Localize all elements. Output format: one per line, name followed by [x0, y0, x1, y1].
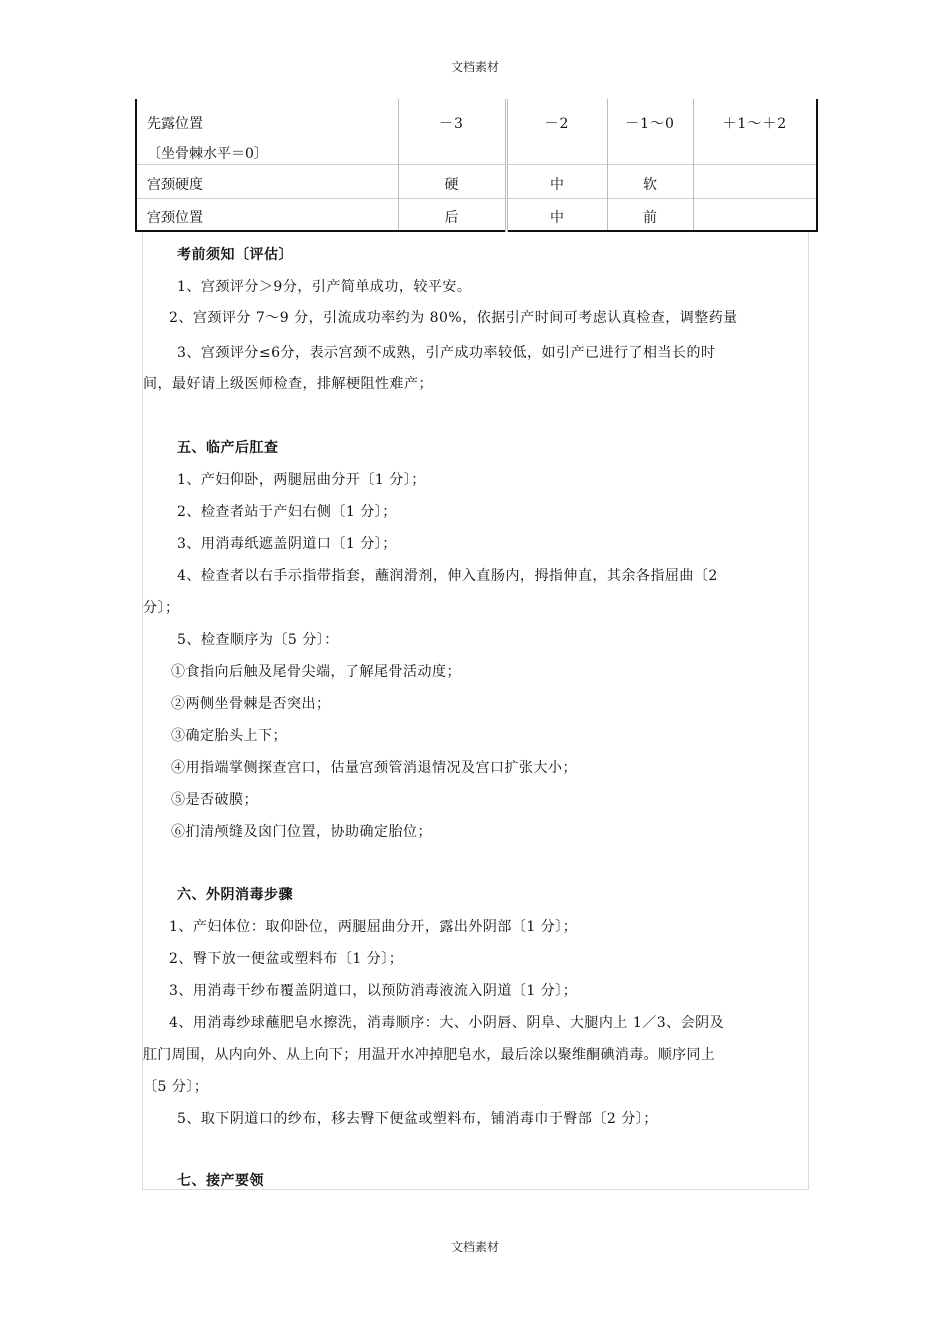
table-row: [136, 199, 817, 231]
page-footer: 文档素材: [450, 1240, 499, 1254]
row-label: 宫颈位置: [136, 199, 398, 231]
table-cell: －1～0: [607, 99, 693, 165]
section-heading-notes: 考前须知〔评估〕: [177, 247, 293, 263]
list-item: 3、宫颈评分≤6分，表示宫颈不成熟，引产成功率较低，如引产已进行了相当长的时: [177, 345, 716, 361]
list-item: 2、臀下放一便盆或塑料布〔1 分〕；: [169, 951, 404, 967]
table-cell: ＋1～＋2: [693, 99, 817, 165]
list-item: 2、宫颈评分 7～9 分，引流成功率约为 80%，依据引产时间可考虑认真检查，调整药量: [169, 310, 738, 326]
list-item: 5、取下阴道口的纱布，移去臀下便盆或塑料布，铺消毒巾于臀部〔2 分〕；: [177, 1111, 658, 1127]
page-header: 文档素材: [450, 60, 499, 74]
document-body: [142, 232, 809, 1190]
list-item: ⑥扪清颅缝及囟门位置，协助确定胎位；: [171, 824, 432, 840]
list-item: 分〕；: [143, 600, 180, 616]
list-item: 3、用消毒纸遮盖阴道口〔1 分〕；: [177, 536, 397, 552]
table-cell: [693, 199, 817, 231]
cervical-score-table: [135, 99, 818, 232]
table-cell: [693, 165, 817, 199]
list-item: 5、检查顺序为〔5 分〕：: [177, 632, 339, 648]
table-cell: 中: [506, 165, 607, 199]
list-item: 1、产妇仰卧，两腿屈曲分开〔1 分〕；: [177, 472, 426, 488]
list-item: 肛门周围，从内向外、从上向下；用温开水冲掉肥皂水，最后涂以聚维酮碘消毒。顺序同上: [143, 1047, 715, 1063]
list-item: ②两侧坐骨棘是否突出；: [171, 696, 331, 712]
list-item: 4、用消毒纱球蘸肥皂水擦洗，消毒顺序：大、小阴唇、阴阜、大腿内上 1／3、会阴及: [169, 1015, 725, 1031]
list-item: 4、检查者以右手示指带指套，蘸润滑剂，伸入直肠内，拇指伸直，其余各指屈曲〔2: [177, 568, 718, 584]
list-item: ⑤是否破膜；: [171, 792, 258, 808]
list-item: 间，最好请上级医师检查，排解梗阻性难产；: [143, 376, 433, 392]
list-item: 3、用消毒干纱布覆盖阴道口，以预防消毒液流入阴道〔1 分〕；: [169, 983, 578, 999]
table-cell: 中: [506, 199, 607, 231]
row-label: [136, 99, 398, 165]
list-item: 1、产妇体位：取仰卧位，两腿屈曲分开，露出外阴部〔1 分〕；: [169, 919, 578, 935]
table-cell: －3: [398, 99, 506, 165]
table-cell: 前: [607, 199, 693, 231]
section-heading-6: 六、外阴消毒步骤: [177, 887, 293, 903]
section-heading-5: 五、临产后肛查: [177, 440, 279, 456]
table-row: [136, 99, 817, 165]
row-label: 宫颈硬度: [136, 165, 398, 199]
table-cell: 软: [607, 165, 693, 199]
list-item: 2、检查者站于产妇右侧〔1 分〕；: [177, 504, 397, 520]
table-row: [136, 165, 817, 199]
section-heading-7: 七、接产要领: [177, 1173, 264, 1189]
table-cell: －2: [506, 99, 607, 165]
list-item: 1、宫颈评分＞9分，引产简单成功，较平安。: [177, 279, 472, 295]
table-cell: 后: [398, 199, 506, 231]
row-label-text: 先露位置: [147, 116, 203, 132]
list-item: 〔5 分〕；: [143, 1079, 209, 1095]
row-label-sub: 〔坐骨棘水平＝0〕: [147, 146, 268, 162]
list-item: ①食指向后触及尾骨尖端，了解尾骨活动度；: [171, 664, 461, 680]
list-item: ④用指端掌侧探查宫口，估量宫颈管消退情况及宫口扩张大小；: [171, 760, 577, 776]
list-item: ③确定胎头上下；: [171, 728, 287, 744]
table-cell: 硬: [398, 165, 506, 199]
